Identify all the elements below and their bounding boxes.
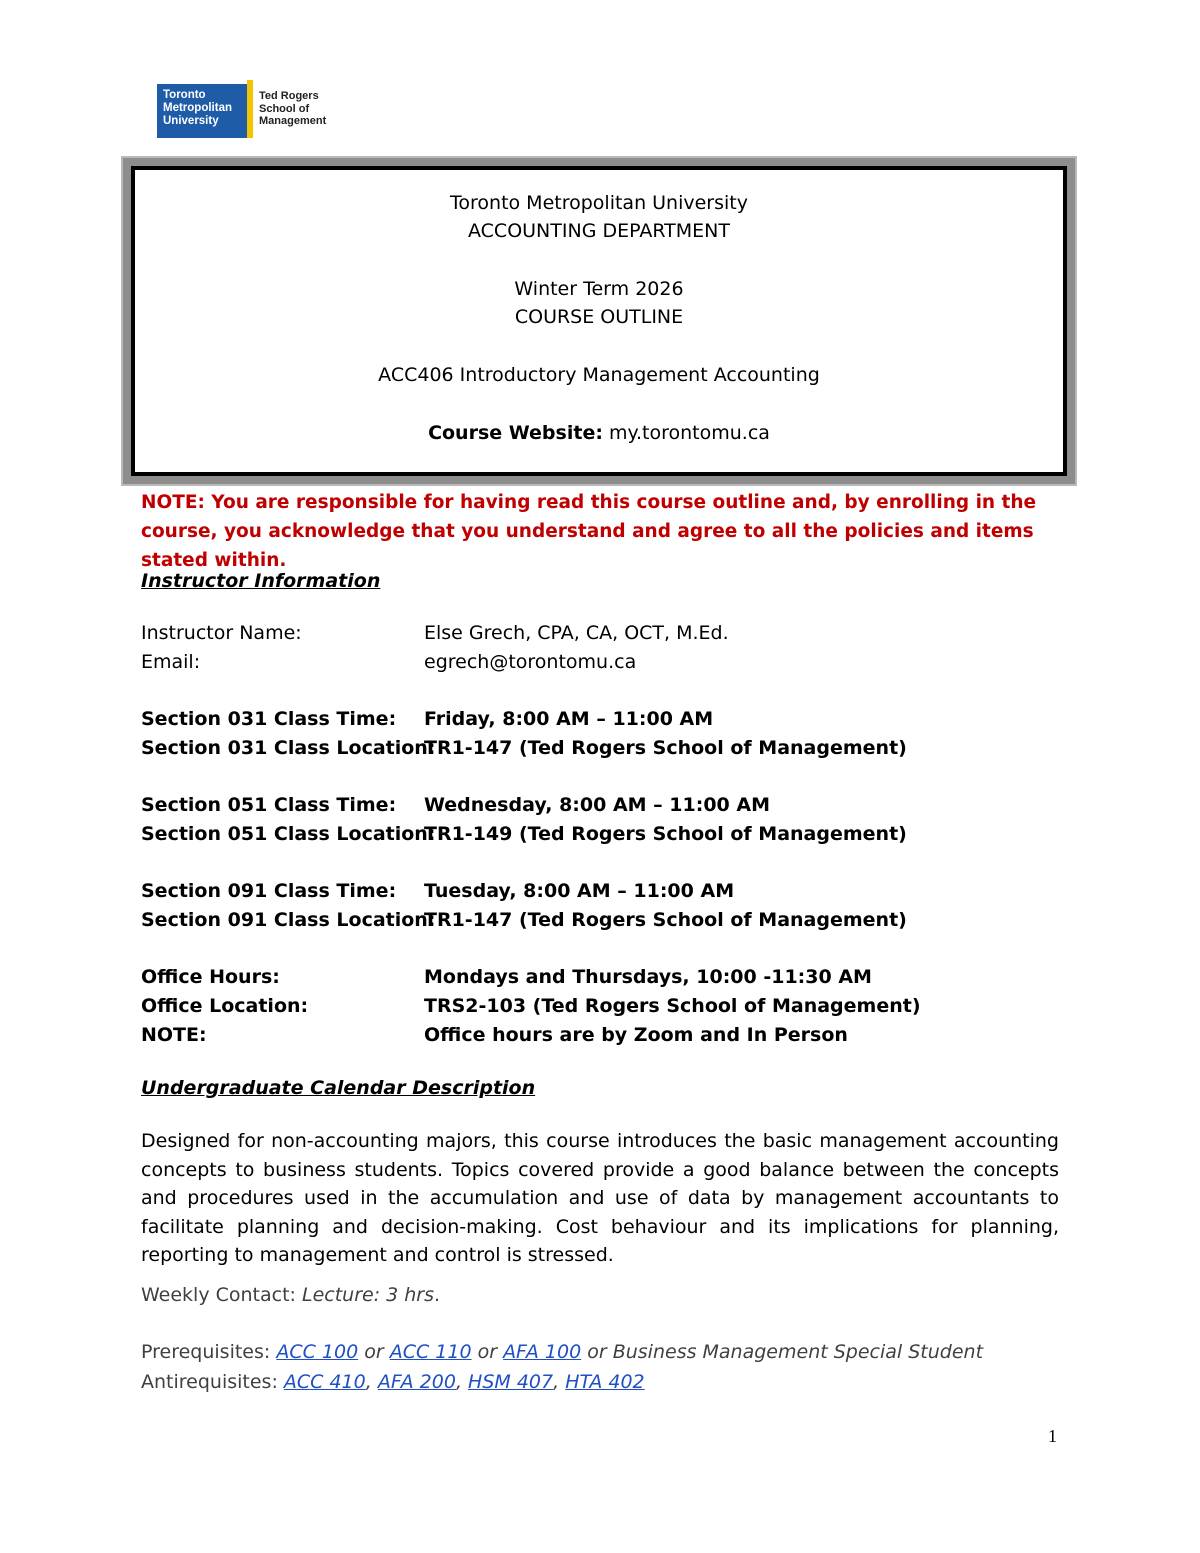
info-value: TR1-147 (Ted Rogers School of Management) — [424, 909, 907, 931]
info-value: Wednesday, 8:00 AM – 11:00 AM — [424, 794, 770, 816]
info-value: Mondays and Thursdays, 10:00 -11:30 AM — [424, 966, 872, 988]
course-title: ACC406 Introductory Management Accounting — [378, 364, 820, 386]
instructor-section-title: Instructor Information — [141, 570, 381, 592]
department-name: ACCOUNTING DEPARTMENT — [468, 220, 730, 242]
info-label: Instructor Name: — [141, 622, 302, 644]
comma-separator: , — [553, 1371, 566, 1393]
info-label: Email: — [141, 651, 201, 673]
header-box — [131, 166, 1067, 476]
info-label: Section 051 Class Time: — [141, 794, 397, 816]
antireq-link-hta402[interactable]: HTA 402 — [565, 1371, 645, 1393]
info-value: egrech@torontomu.ca — [424, 651, 637, 673]
info-value: TR1-147 (Ted Rogers School of Management) — [424, 737, 907, 759]
logo-text-line: Management — [259, 115, 327, 127]
or-separator: or — [358, 1341, 390, 1363]
prerequisites — [141, 1341, 983, 1363]
logo-text-line: University — [163, 115, 219, 127]
comma-separator: , — [365, 1371, 378, 1393]
info-label: Office Location: — [141, 995, 309, 1017]
logo-text-line: Ted Rogers — [259, 90, 319, 102]
logo-blue-box — [157, 84, 247, 138]
info-value: Else Grech, CPA, CA, OCT, M.Ed. — [424, 622, 729, 644]
university-logo — [157, 84, 326, 140]
logo-school-name — [259, 90, 326, 128]
weekly-contact-end: . — [434, 1284, 441, 1306]
header-frame — [121, 156, 1077, 486]
calendar-section-title: Undergraduate Calendar Description — [141, 1077, 536, 1099]
university-name: Toronto Metropolitan University — [450, 192, 748, 214]
weekly-contact-label: Weekly Contact: — [141, 1284, 302, 1306]
logo-text-line: School of — [259, 102, 310, 115]
info-label: Office Hours: — [141, 966, 280, 988]
prerequisites-label: Prerequisites: — [141, 1341, 277, 1363]
info-value: Tuesday, 8:00 AM – 11:00 AM — [424, 880, 735, 902]
course-website — [135, 422, 1063, 444]
prereq-link-afa100[interactable]: AFA 100 — [503, 1341, 582, 1363]
info-label: NOTE: — [141, 1024, 207, 1046]
or-separator: or — [471, 1341, 504, 1363]
weekly-contact — [141, 1284, 440, 1306]
info-value: Friday, 8:00 AM – 11:00 AM — [424, 708, 714, 730]
responsibility-note: NOTE: You are responsible for having read this course outline and, by enrolling in the course, you acknowledge that you understand and agree to all the policies and items stated within. — [141, 492, 1037, 571]
logo-text-line: Metropolitan — [163, 102, 232, 114]
info-label: Section 051 Class Location: — [141, 823, 436, 845]
antireq-link-afa200[interactable]: AFA 200 — [377, 1371, 456, 1393]
comma-separator: , — [455, 1371, 469, 1393]
info-label: Section 031 Class Time: — [141, 708, 397, 730]
prereq-link-acc110[interactable]: ACC 110 — [389, 1341, 472, 1363]
info-value: TRS2-103 (Ted Rogers School of Management) — [424, 995, 921, 1017]
page-number: 1 — [1048, 1426, 1057, 1446]
antireq-link-hsm407[interactable]: HSM 407 — [468, 1371, 554, 1393]
prereq-link-acc100[interactable]: ACC 100 — [276, 1341, 359, 1363]
antireq-link-acc410[interactable]: ACC 410 — [283, 1371, 366, 1393]
antirequisites-label: Antirequisites: — [141, 1371, 284, 1393]
course-website-label: Course Website: — [428, 422, 603, 444]
info-label: Section 091 Class Time: — [141, 880, 397, 902]
term: Winter Term 2026 — [514, 278, 684, 300]
info-value: Office hours are by Zoom and In Person — [424, 1024, 848, 1046]
document-type: COURSE OUTLINE — [514, 306, 684, 328]
antirequisites — [141, 1371, 645, 1393]
weekly-contact-value: Lecture: 3 hrs — [301, 1284, 435, 1306]
info-label: Section 031 Class Location: — [141, 737, 436, 759]
prerequisites-tail: or Business Management Special Student — [581, 1341, 984, 1363]
logo-text-line: Toronto — [163, 89, 206, 101]
info-value: TR1-149 (Ted Rogers School of Management) — [424, 823, 907, 845]
info-label: Section 091 Class Location: — [141, 909, 436, 931]
course-website-value: my.torontomu.ca — [602, 422, 770, 444]
course-description: Designed for non-accounting majors, this course introduces the basic management accounting concepts to business students. Topics covered provide a good balance between the concepts and procedures used in the accumulation and use of data by management accountants to facilitate planning and decision-making. Cost behaviour and its implications for planning, reporting to management and control is stressed. — [141, 1130, 1059, 1267]
